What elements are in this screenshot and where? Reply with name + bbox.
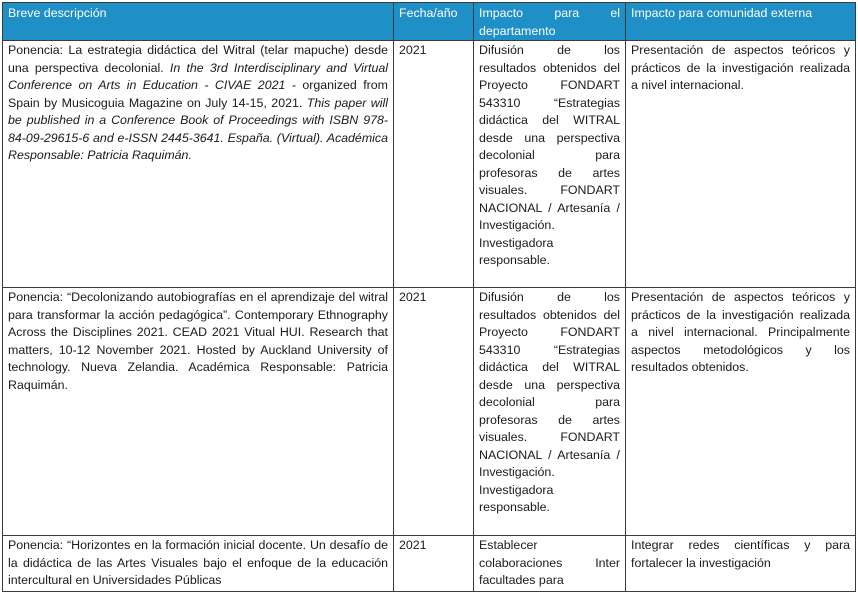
descripcion-text: Ponencia: La estrategia didáctica del Witral (telar mapuche) desde una perspectiva decolonial.	[8, 43, 388, 75]
cell-impacto-departamento: Establecer colaboraciones Inter facultades para	[474, 536, 626, 592]
table-row	[3, 536, 856, 592]
cell-fecha: 2021	[394, 536, 474, 592]
descripcion-italic-text: In the 3rd Interdisciplinary and Virtual Conference on Arts in Education - CIVAE 2021 -	[8, 60, 388, 92]
header-impacto-externa: Impacto para comunidad externa	[626, 3, 856, 41]
header-fecha: Fecha/año	[394, 3, 474, 41]
header-descripcion: Breve descripción	[3, 3, 394, 41]
descripcion-text-2: organized from Spain by Musicoguia Magazine on July 14-15, 2021.	[8, 78, 388, 110]
cell-impacto-departamento: Difusión de los resultados obtenidos del Proyecto FONDART 543310 “Estrategias didáctica del WITRAL desde una perspectiva decolonial para profesoras de artes visuales. FONDART NACIONAL / Artesanía / Investigación. Investigadora responsable.	[474, 288, 626, 536]
cell-impacto-externa: Integrar redes científicas y para fortalecer la investigación	[626, 536, 856, 592]
cell-impacto-departamento: Difusión de los resultados obtenidos del Proyecto FONDART 543310 “Estrategias didáctica del WITRAL desde una perspectiva decolonial para profesoras de artes visuales. FONDART NACIONAL / Artesanía / Investigación. Investigadora responsable.	[474, 41, 626, 288]
cell-fecha: 2021	[394, 288, 474, 536]
table-header-row	[3, 3, 856, 41]
activities-table	[2, 2, 856, 592]
header-impacto-departamento: Impacto para el departamento	[474, 3, 626, 41]
cell-impacto-externa: Presentación de aspectos teóricos y prácticos de la investigación realizada a nivel internacional. Principalmente aspectos metodológicos y los resultados obtenidos.	[626, 288, 856, 536]
cell-descripcion: Ponencia: “Decolonizando autobiografías en el aprendizaje del witral para transformar la acción pedagógica”. Contemporary Ethnography Across the Disciplines 2021. CEAD 2021 Vitual HUI. Research that matters, 10-12 November 2021. Hosted by Auckland University of technology. Nueva Zelandia. Académica Responsable: Patricia Raquimán.	[3, 288, 394, 536]
cell-fecha: 2021	[394, 41, 474, 288]
table-row	[3, 41, 856, 288]
table-row	[3, 288, 856, 536]
cell-descripcion	[3, 41, 394, 288]
cell-impacto-externa: Presentación de aspectos teóricos y prácticos de la investigación realizada a nivel internacional.	[626, 41, 856, 288]
cell-descripcion: Ponencia: “Horizontes en la formación inicial docente. Un desafío de la didáctica de las Artes Visuales bajo el enfoque de la educación intercultural en Universidades Públicas	[3, 536, 394, 592]
descripcion-italic-text-2: This paper will be published in a Conference Book of Proceedings with ISBN 978-84-09-29615-6 and e-ISSN 2445-3641. España. (Virtual). Académica Responsable: Patricia Raquimán.	[8, 95, 388, 162]
